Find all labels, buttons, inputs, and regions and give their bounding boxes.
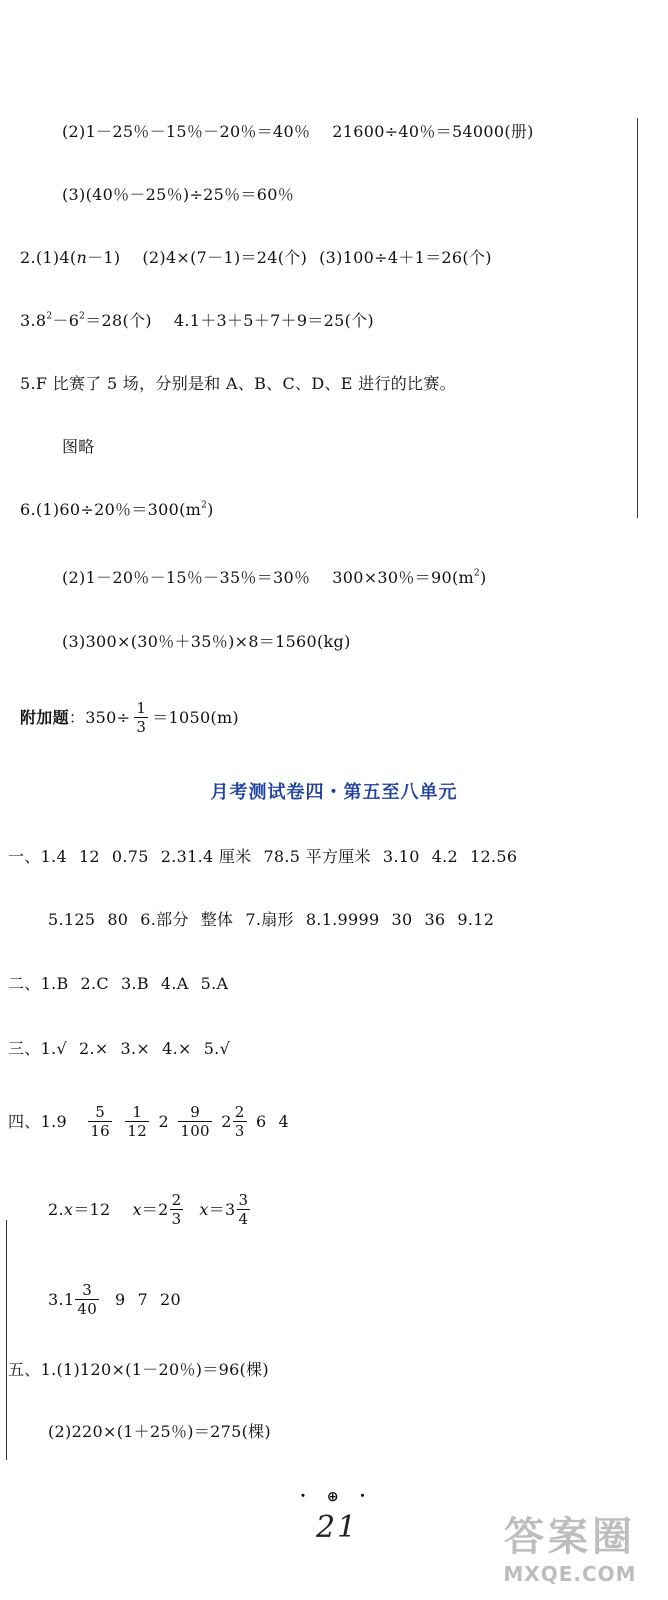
answer-text: (3)100÷4＋1＝26(个): [319, 247, 492, 267]
fraction: [237, 1192, 251, 1227]
fraction: [233, 1104, 247, 1139]
answer-text: 36: [424, 909, 446, 929]
numerator: 5: [95, 1103, 106, 1121]
answer-line: [8, 1358, 269, 1381]
left-margin-line: [6, 1220, 7, 1460]
bonus-label: 附加题: [20, 707, 69, 727]
answer-text: (3)(40％－25％)÷25％＝60％: [62, 184, 294, 204]
answer-text: (2)1－20％－15％－35％＝30％: [62, 567, 311, 587]
fraction: [75, 1282, 99, 1317]
variable-n: n: [76, 247, 88, 267]
answer-text: (3)300×(30％＋35％)×8＝1560(kg): [62, 631, 351, 651]
answer-line: [8, 1104, 289, 1139]
answer-text: ): [207, 499, 214, 519]
answer-line: [48, 1192, 254, 1227]
denominator: 3: [136, 718, 147, 736]
answer-text: 整体: [200, 909, 234, 929]
answer-text: 7.扇形: [245, 909, 294, 929]
numerator: 2: [234, 1103, 245, 1121]
denominator: 12: [127, 1122, 148, 1140]
answer-text: ＝28(个): [85, 310, 152, 330]
answer-line: [48, 1420, 271, 1443]
answer-text: 9.12: [457, 909, 495, 929]
answer-text: 300×30％＝90(m: [332, 567, 474, 587]
answer-text: 一、1.4: [8, 846, 67, 866]
answer-text: 0.75: [111, 846, 149, 866]
answer-text: 6: [256, 1111, 267, 1131]
denominator: 40: [77, 1300, 98, 1318]
answer-text: 2.31.4 厘米: [160, 846, 252, 866]
answer-line: [62, 566, 487, 589]
watermark-url: MXQE.COM: [503, 1562, 637, 1586]
answer-text: 12: [78, 846, 100, 866]
variable-x: x: [63, 1199, 74, 1219]
fraction: [170, 1192, 184, 1227]
fraction: [178, 1104, 212, 1139]
denominator: 16: [90, 1122, 111, 1140]
answer-text: ＝1050(m): [152, 707, 239, 727]
answer-line: [8, 1037, 230, 1060]
answer-text: －1): [87, 247, 121, 267]
answer-text: 20: [160, 1289, 181, 1309]
answer-line: [20, 309, 374, 332]
numerator: 1: [136, 699, 147, 717]
answer-text: 五、1.(1)120×(1－20％)＝96(棵): [8, 1359, 269, 1379]
answer-text: 4.A: [160, 973, 189, 993]
answer-text: 三、1.√: [8, 1038, 67, 1058]
watermark: [480, 1512, 660, 1598]
answer-text: 图略: [62, 436, 95, 456]
right-margin-line: [637, 118, 638, 518]
answer-text: 2.C: [80, 973, 109, 993]
exponent: 2: [79, 311, 86, 322]
answer-text: 四、1.9: [8, 1111, 67, 1131]
denominator: 3: [234, 1122, 245, 1140]
answer-text: 3.×: [120, 1038, 151, 1058]
answer-text: 2.(1)4(: [20, 247, 77, 267]
answer-text: 7: [137, 1289, 149, 1309]
answer-line: [62, 435, 95, 458]
answer-text: (2)1－25％－15％－20％＝40％: [62, 121, 311, 141]
answer-text: 78.5 平方厘米: [263, 846, 371, 866]
answer-text: 5.F 比赛了 5 场，分别是和 A、B、C、D、E 进行的比赛。: [20, 373, 456, 393]
numerator: 2: [171, 1191, 182, 1209]
bonus-line: [20, 700, 239, 735]
answer-text: ＝3: [208, 1199, 236, 1219]
answer-text: 3.8: [20, 310, 47, 330]
answer-line: [62, 183, 294, 206]
answer-text: 12.56: [470, 846, 518, 866]
answer-line: [8, 845, 517, 868]
variable-x: x: [199, 1199, 209, 1219]
denominator: 4: [238, 1210, 249, 1228]
answer-text: ＝12: [73, 1199, 111, 1219]
answer-text: 3.1: [48, 1289, 75, 1309]
answer-text: 4: [278, 1111, 289, 1131]
answer-text: 3.10: [382, 846, 420, 866]
answer-text: 2: [158, 1111, 169, 1131]
denominator: 3: [171, 1210, 182, 1228]
answer-text: 二、1.B: [8, 973, 69, 993]
answer-line: [48, 1282, 181, 1317]
answer-text: 5.125: [48, 909, 96, 929]
answer-line: [62, 120, 534, 143]
section-title: 月考测试卷四・第五至八单元: [210, 782, 458, 803]
numerator: 3: [238, 1191, 249, 1209]
watermark-logo: 答案圈: [504, 1514, 636, 1560]
answer-text: 80: [107, 909, 129, 929]
numerator: 1: [132, 1103, 143, 1121]
exponent: 2: [473, 568, 480, 579]
answer-line: [8, 972, 228, 995]
answer-text: 4.1＋3＋5＋7＋9＝25(个): [173, 310, 374, 330]
answer-text: 2: [221, 1111, 232, 1131]
answer-text: (2)220×(1＋25％)＝275(棵): [48, 1421, 271, 1441]
answer-text: ：350÷: [68, 707, 131, 727]
answer-line: [20, 246, 492, 269]
answer-text: 2.: [48, 1199, 64, 1219]
answer-line: [62, 630, 351, 653]
answer-text: 3.B: [120, 973, 149, 993]
fraction: [134, 700, 148, 735]
fraction: [125, 1104, 149, 1139]
fraction: [88, 1104, 112, 1139]
answer-text: ＝2: [141, 1199, 169, 1219]
answer-line: [20, 372, 456, 395]
variable-x: x: [132, 1199, 142, 1219]
answer-text: 2.×: [78, 1038, 109, 1058]
numerator: 3: [82, 1281, 93, 1299]
answer-text: (2)4×(7－1)＝24(个): [142, 247, 308, 267]
answer-text: 8.1.9999: [305, 909, 380, 929]
answer-text: 9: [115, 1289, 126, 1309]
answer-text: 5.√: [203, 1038, 231, 1058]
answer-text: 6.部分: [140, 909, 189, 929]
answer-text: 6.(1)60÷20％＝300(m: [20, 499, 202, 519]
answer-line: [20, 498, 214, 521]
exponent: 2: [201, 500, 208, 511]
answer-text: 5.A: [200, 973, 229, 993]
answer-text: 4.×: [162, 1038, 192, 1058]
numerator: 9: [190, 1103, 201, 1121]
page-number: 21: [316, 1510, 359, 1545]
answer-text: 21600÷40％＝54000(册): [332, 121, 534, 141]
answer-text: －6: [52, 310, 80, 330]
exponent: 2: [46, 311, 53, 322]
answer-text: ): [480, 567, 487, 587]
denominator: 100: [180, 1122, 210, 1140]
answer-text: 30: [391, 909, 413, 929]
answer-line: [48, 908, 494, 931]
footer-ornament: ・ ⊕ ・: [296, 1489, 376, 1505]
answer-text: 4.2: [431, 846, 459, 866]
